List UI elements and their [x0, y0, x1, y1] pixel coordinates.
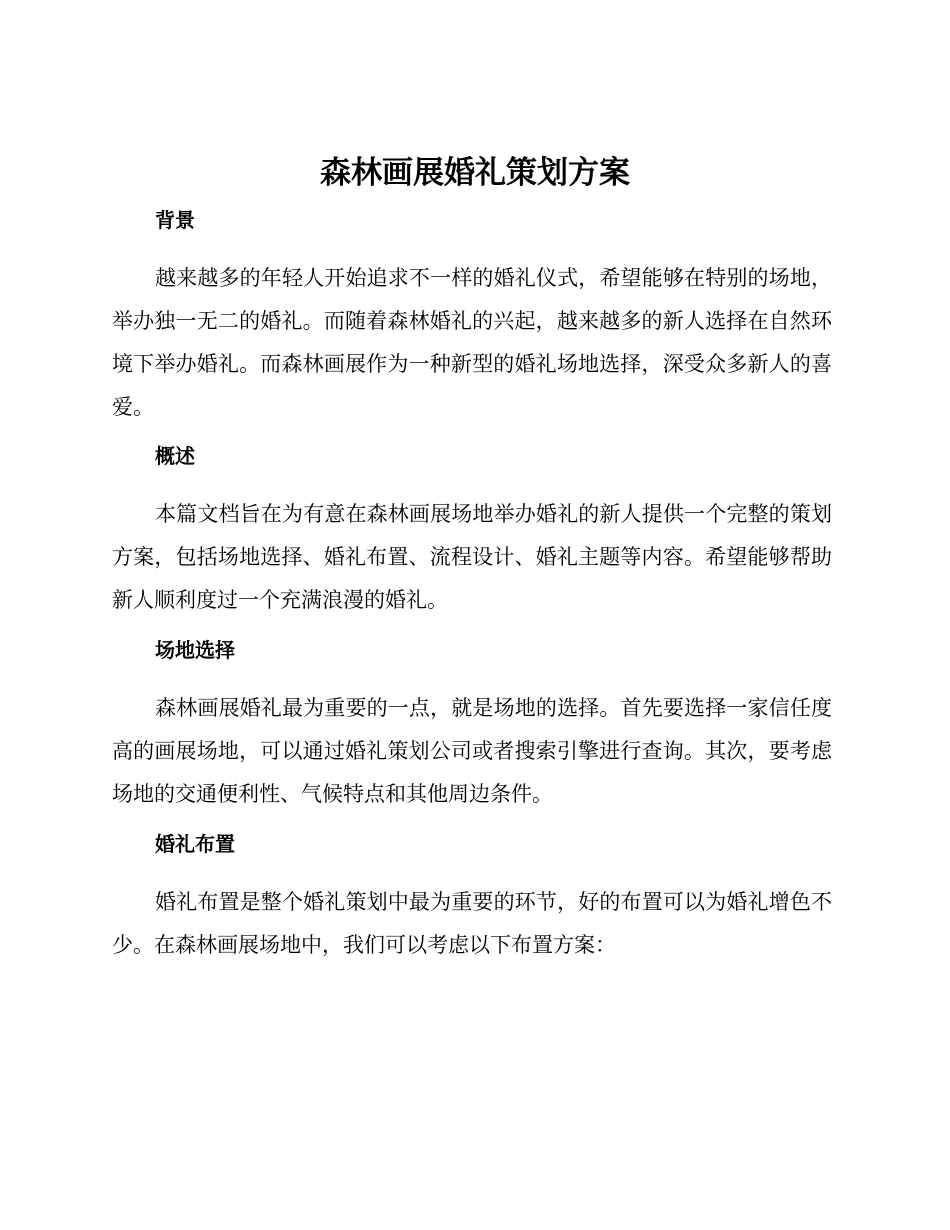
section-background	[112, 205, 832, 429]
section-paragraph: 婚礼布置是整个婚礼策划中最为重要的环节，好的布置可以为婚礼增色不少。在森林画展场地中，我们可以考虑以下布置方案：	[112, 890, 832, 957]
section-wedding-decoration	[112, 829, 832, 967]
document-title: 森林画展婚礼策划方案	[320, 155, 630, 191]
section-paragraph: 越来越多的年轻人开始追求不一样的婚礼仪式，希望能够在特别的场地，举办独一无二的婚礼。而随着森林婚礼的兴起，越来越多的新人选择在自然环境下举办婚礼。而森林画展作为一种新型的婚礼场地选择，深受众多新人的喜爱。	[112, 266, 832, 419]
section-paragraph: 森林画展婚礼最为重要的一点，就是场地的选择。首先要选择一家信任度高的画展场地，可以通过婚礼策划公司或者搜索引擎进行查询。其次，要考虑场地的交通便利性、气候特点和其他周边条件。	[112, 696, 832, 806]
section-heading: 背景	[155, 208, 195, 232]
section-heading: 婚礼布置	[155, 832, 235, 856]
section-heading: 场地选择	[155, 638, 235, 662]
section-overview	[112, 441, 832, 622]
section-heading: 概述	[155, 444, 195, 468]
section-venue-selection	[112, 635, 832, 816]
section-paragraph: 本篇文档旨在为有意在森林画展场地举办婚礼的新人提供一个完整的策划方案，包括场地选择、婚礼布置、流程设计、婚礼主题等内容。希望能够帮助新人顺利度过一个充满浪漫的婚礼。	[112, 502, 832, 612]
